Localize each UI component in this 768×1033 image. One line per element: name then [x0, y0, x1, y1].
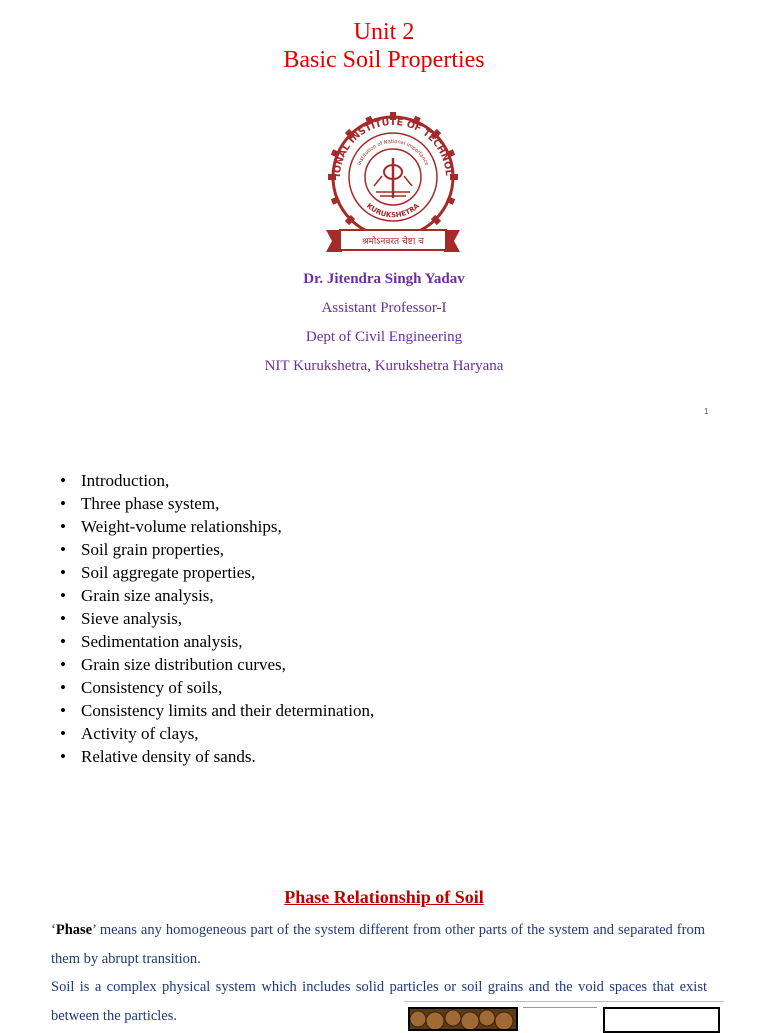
- author-department: Dept of Civil Engineering: [305, 329, 463, 345]
- topic-item: • Sedimentation analysis,: [57, 630, 374, 653]
- svg-text:KURUKSHETRA: KURUKSHETRA: [365, 201, 421, 220]
- topic-item: • Soil grain properties,: [57, 538, 374, 561]
- figure-divider: [404, 1001, 724, 1002]
- topic-item: • Consistency limits and their determination,: [57, 699, 374, 722]
- institute-logo: [318, 106, 468, 256]
- soil-grains-icon: [410, 1009, 516, 1029]
- topic-item: • Grain size analysis,: [57, 584, 374, 607]
- document-title: Basic Soil Properties: [283, 47, 485, 73]
- topic-item: • Grain size distribution curves,: [57, 653, 374, 676]
- soil-system-paragraph: Soil is a complex physical system which includes solid particles or soil grains and the void spaces that exist between the particles.: [51, 979, 707, 1024]
- topic-item: • Relative density of sands.: [57, 745, 374, 768]
- soil-grains-figure: [408, 1007, 518, 1031]
- topic-item: • Three phase system,: [57, 492, 374, 515]
- topic-item: • Activity of clays,: [57, 722, 374, 745]
- topic-item: • Consistency of soils,: [57, 676, 374, 699]
- topic-item: • Sieve analysis,: [57, 607, 374, 630]
- svg-text:NATIONAL INSTITUTE OF TECHNOLO: IONAL INSTITUTE OF TECHNOL: [331, 116, 454, 178]
- section-heading: Phase Relationship of Soil: [284, 887, 484, 907]
- topic-item: • Soil aggregate properties,: [57, 561, 374, 584]
- unit-title: Unit 2: [353, 19, 415, 45]
- svg-text:श्रमोऽनवरत चेष्टा च: श्रमोऽनवरत चेष्टा च: [362, 237, 424, 247]
- gear-emblem-icon: [318, 106, 468, 256]
- author-designation: Assistant Professor-I: [321, 300, 447, 316]
- svg-text:Institution of National Import: Institution of National Importance: [356, 139, 430, 167]
- phase-term: Phase: [55, 922, 93, 938]
- author-name: Dr. Jitendra Singh Yadav: [303, 271, 465, 287]
- topic-item: • Weight-volume relationships,: [57, 515, 374, 538]
- phase-definition-paragraph: ‘Phase’ means any homogeneous part of the system different from other parts of the system and separated from them by abrupt transition.: [51, 922, 705, 967]
- phase-diagram-box: [603, 1007, 720, 1033]
- topics-list: [57, 469, 374, 768]
- figure-separator: [523, 1007, 597, 1008]
- page-number: 1: [704, 407, 709, 416]
- author-institute: NIT Kurukshetra, Kurukshetra Haryana: [264, 358, 504, 374]
- topic-item: • Introduction,: [57, 469, 374, 492]
